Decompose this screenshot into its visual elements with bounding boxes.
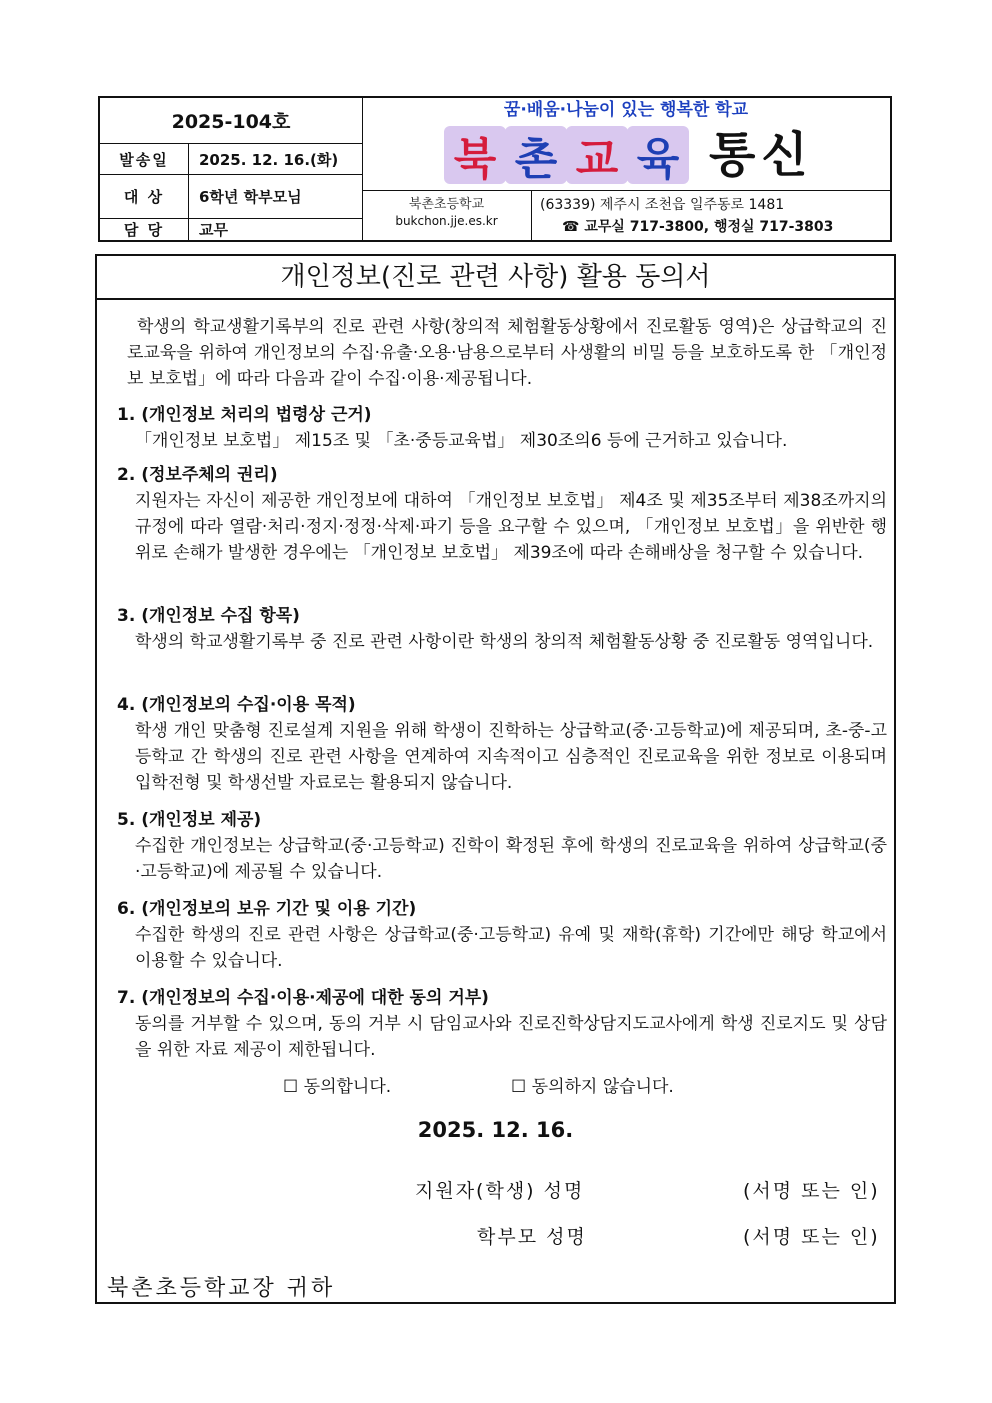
- school-address: (63339) 제주시 조천읍 일주동로 1481: [540, 197, 785, 213]
- consent-form: [95, 254, 896, 1304]
- masthead-char-4: 육: [636, 134, 680, 185]
- form-date: 2025. 12. 16.: [417, 1118, 574, 1142]
- section-6-text: 수집한 학생의 진로 관련 사항은 상급학교(중·고등학교) 유예 및 재학(휴학) 기간에만 해당 학교에서 이용할 수 있습니다.: [135, 925, 887, 971]
- form-title: 개인정보(진로 관련 사항) 활용 동의서: [97, 256, 894, 300]
- masthead-suffix: 통신: [709, 127, 814, 183]
- school-name: 북촌초등학교: [408, 197, 485, 212]
- masthead: [362, 98, 890, 240]
- section-1-heading: 1. (개인정보 처리의 법령상 근거): [117, 405, 372, 425]
- masthead-block-4: [627, 126, 689, 184]
- charge-value: 교무: [199, 221, 228, 239]
- school-url: bukchon.jje.es.kr: [395, 214, 498, 228]
- section-2-text: 지원자는 자신이 제공한 개인정보에 대하여 「개인정보 보호법」 제4조 및 제35조부터 제38조까지의 규정에 따라 열람·처리·정지·정정·삭제·파기 등을 요구할 수 있으며, 「개인정보 보호법」을 위반한 행위로 손해가 발생한 경우에는 「개인정보 보호법」 제39조에 따라 손해배상을 청구할 수 있습니다.: [135, 491, 887, 563]
- slogan-text: 꿈·배움·나눔이 있는 행복한 학교: [503, 100, 749, 120]
- section-3-heading: 3. (개인정보 수집 항목): [117, 606, 300, 626]
- masthead-char-1: 북: [453, 134, 497, 185]
- parent-sign-hint: (서명 또는 인): [743, 1226, 880, 1248]
- addressee: 북촌초등학교장 귀하: [107, 1276, 336, 1301]
- school-info: [362, 190, 532, 240]
- agree-checkbox[interactable]: ☐ 동의합니다.: [283, 1077, 392, 1097]
- target-row: [100, 175, 362, 219]
- section-6-heading: 6. (개인정보의 보유 기간 및 이용 기간): [117, 899, 417, 919]
- parent-label: 학부모 성명: [477, 1226, 587, 1248]
- target-value: 6학년 학부모님: [199, 188, 302, 206]
- masthead-block-2: [505, 126, 567, 184]
- header-info-panel: [100, 98, 363, 240]
- school-phones: ☎ 교무실 717-3800, 행정실 717-3803: [562, 219, 834, 235]
- section-7-text: 동의를 거부할 수 있으며, 동의 거부 시 담임교사와 진로진학상담지도교사에게 학생 진로지도 및 상담을 위한 자료 제공이 제한됩니다.: [135, 1014, 887, 1060]
- section-5-heading: 5. (개인정보 제공): [117, 810, 262, 830]
- intro-paragraph: 학생의 학교생활기록부의 진로 관련 사항(창의적 체험활동상황에서 진로활동 영역)은 상급학교의 진로교육을 위하여 개인정보의 수집·유출·오용·남용으로부터 사생활의 비밀 등을 보호하도록 한 「개인정보 보호법」에 따라 다음과 같이 수집·이용·제공됩니다.: [127, 317, 887, 389]
- masthead-block-1: [444, 126, 506, 184]
- section-2-heading: 2. (정보주체의 권리): [117, 465, 278, 485]
- section-1-text: 「개인정보 보호법」 제15조 및 「초·중등교육법」 제30조의6 등에 근거하고 있습니다.: [135, 431, 788, 451]
- disagree-checkbox[interactable]: ☐ 동의하지 않습니다.: [511, 1077, 674, 1097]
- section-3-text: 학생의 학교생활기록부 중 진로 관련 사항이란 학생의 창의적 체험활동상황 중 진로활동 영역입니다.: [135, 632, 874, 652]
- charge-label: 담 당: [100, 219, 189, 240]
- section-7-heading: 7. (개인정보의 수집·이용·제공에 대한 동의 거부): [117, 988, 489, 1008]
- send-date-label: 발송일: [100, 144, 189, 174]
- masthead-char-2: 촌: [514, 134, 558, 185]
- section-4-heading: 4. (개인정보의 수집·이용 목적): [117, 695, 356, 715]
- charge-row: [100, 219, 362, 240]
- applicant-label: 지원자(학생) 성명: [415, 1180, 585, 1202]
- newsletter-header: [98, 96, 892, 242]
- section-5-text: 수집한 개인정보는 상급학교(중·고등학교) 진학이 확정된 후에 학생의 진로교육을 위하여 상급학교(중·고등학교)에 제공될 수 있습니다.: [135, 836, 887, 882]
- masthead-block-3: [566, 126, 628, 184]
- send-date-value: 2025. 12. 16.(화): [199, 150, 339, 169]
- section-4-text: 학생 개인 맞춤형 진로설계 지원을 위해 학생이 진학하는 상급학교(중·고등학교)에 제공되며, 초-중-고등학교 간 학생의 진로 관련 사항을 연계하여 지속적이고 심층적인 진로교육을 위한 정보로 이용되며 입학전형 및 학생선발 자료로는 활용되지 않습니다.: [135, 721, 887, 793]
- issue-number: 2025-104호: [100, 98, 362, 144]
- applicant-sign-hint: (서명 또는 인): [743, 1180, 880, 1202]
- masthead-char-3: 교: [575, 134, 619, 185]
- slogan: [362, 98, 890, 124]
- target-label: 대 상: [100, 175, 189, 218]
- contact-info: [540, 194, 833, 238]
- send-date-row: [100, 144, 362, 175]
